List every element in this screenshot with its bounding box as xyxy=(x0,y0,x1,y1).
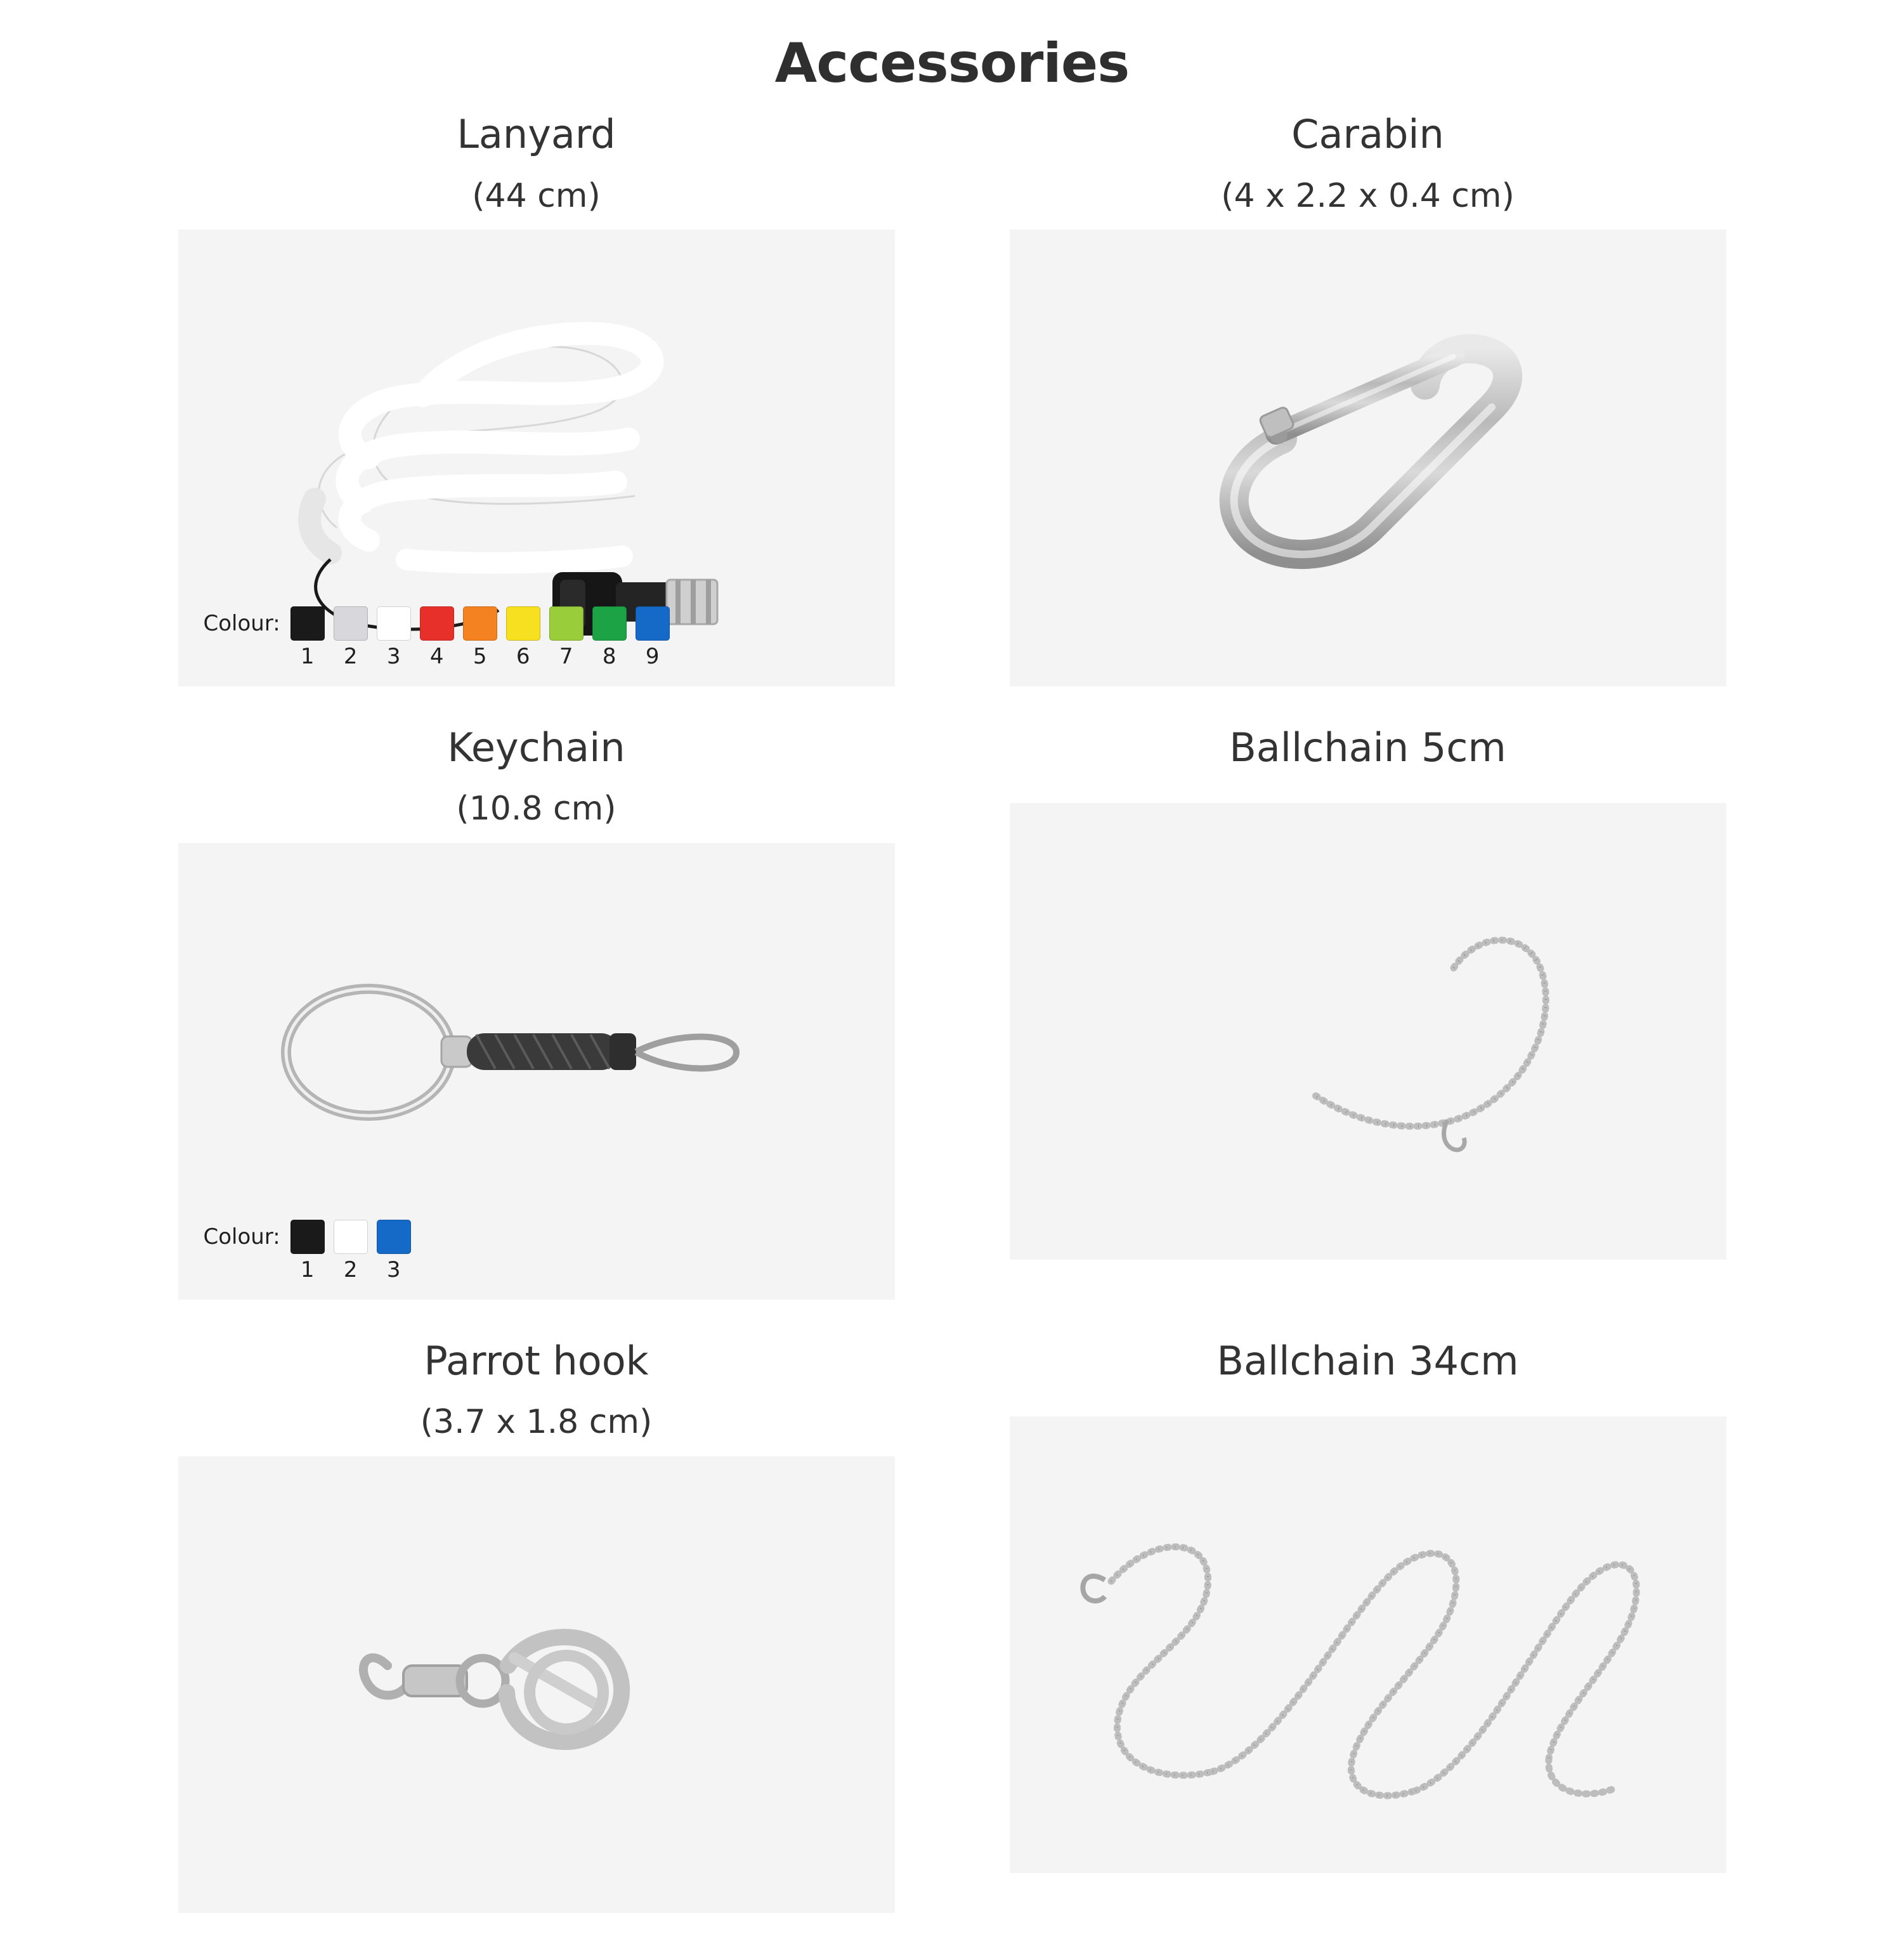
item-photo-parrot-hook xyxy=(178,1456,895,1913)
item-title-carabin: Carabin xyxy=(1291,111,1444,158)
item-photo-carabin xyxy=(1010,230,1726,686)
swatch-box-2[interactable] xyxy=(334,606,368,641)
swatch-3[interactable] xyxy=(377,606,411,670)
swatch-2[interactable] xyxy=(334,606,368,670)
swatch-num-1: 1 xyxy=(300,644,315,670)
item-card-carabin xyxy=(952,111,1783,686)
swatch-5[interactable] xyxy=(463,606,497,670)
item-title-keychain: Keychain xyxy=(447,724,625,771)
item-title-ballchain-5: Ballchain 5cm xyxy=(1229,724,1506,771)
item-dims-lanyard: (44 cm) xyxy=(472,176,601,215)
colour-label-keychain: Colour: xyxy=(203,1224,280,1250)
ballchain-5cm-illustration xyxy=(1010,803,1726,1260)
swatch-num-2: 2 xyxy=(343,1257,358,1283)
swatch-box-7[interactable] xyxy=(549,606,584,641)
swatch-box-2[interactable] xyxy=(334,1220,368,1254)
item-title-lanyard: Lanyard xyxy=(457,111,616,158)
ballchain-34cm-illustration xyxy=(1010,1416,1726,1873)
accessories-grid xyxy=(0,111,1904,1912)
swatch-num-2: 2 xyxy=(343,644,358,670)
swatch-box-1[interactable] xyxy=(290,1220,325,1254)
item-title-ballchain-34: Ballchain 34cm xyxy=(1216,1337,1519,1384)
swatch-num-3: 3 xyxy=(386,644,401,670)
swatch-num-4: 4 xyxy=(429,644,444,670)
swatch-4[interactable] xyxy=(420,606,454,670)
item-card-keychain xyxy=(121,724,952,1300)
colour-swatches-keychain xyxy=(204,1220,420,1281)
item-card-ballchain-34 xyxy=(952,1338,1783,1913)
parrot-hook-illustration xyxy=(178,1456,895,1913)
swatch-3[interactable] xyxy=(377,1220,411,1281)
swatch-2[interactable] xyxy=(334,1220,368,1281)
item-photo-keychain xyxy=(178,843,895,1300)
colour-swatches-lanyard xyxy=(203,606,679,670)
item-photo-ballchain-5 xyxy=(1010,803,1726,1260)
item-photo-ballchain-34 xyxy=(1010,1416,1726,1873)
swatch-8[interactable] xyxy=(592,606,627,670)
swatch-box-1[interactable] xyxy=(290,606,325,641)
swatch-box-8[interactable] xyxy=(592,606,627,641)
swatch-box-3[interactable] xyxy=(377,1220,411,1254)
swatch-box-3[interactable] xyxy=(377,606,411,641)
item-card-ballchain-5 xyxy=(952,724,1783,1300)
swatch-num-1: 1 xyxy=(300,1257,315,1283)
swatch-box-5[interactable] xyxy=(463,606,497,641)
item-card-parrot-hook xyxy=(121,1338,952,1913)
swatch-num-5: 5 xyxy=(473,644,487,670)
carabiner-illustration xyxy=(1010,230,1726,686)
item-dims-keychain: (10.8 cm) xyxy=(456,790,616,828)
item-title-parrot-hook: Parrot hook xyxy=(424,1337,649,1384)
swatch-num-6: 6 xyxy=(516,644,530,670)
swatch-num-3: 3 xyxy=(386,1257,401,1283)
item-dims-parrot-hook: (3.7 x 1.8 cm) xyxy=(420,1403,653,1442)
page-title: Accessories xyxy=(774,32,1130,95)
swatch-num-7: 7 xyxy=(559,644,573,670)
item-dims-carabin: (4 x 2.2 x 0.4 cm) xyxy=(1221,176,1515,215)
item-card-lanyard xyxy=(121,111,952,686)
swatch-box-6[interactable] xyxy=(506,606,540,641)
swatch-num-8: 8 xyxy=(602,644,616,670)
swatch-9[interactable] xyxy=(636,606,670,670)
item-photo-lanyard xyxy=(178,230,895,686)
swatch-num-9: 9 xyxy=(645,644,660,670)
swatch-6[interactable] xyxy=(506,606,540,670)
accessories-page xyxy=(0,32,1904,1939)
swatch-box-9[interactable] xyxy=(636,606,670,641)
swatch-7[interactable] xyxy=(549,606,584,670)
swatch-1[interactable] xyxy=(290,606,325,670)
swatch-1[interactable] xyxy=(290,1220,325,1281)
swatch-box-4[interactable] xyxy=(420,606,454,641)
colour-label-lanyard: Colour: xyxy=(203,611,280,637)
